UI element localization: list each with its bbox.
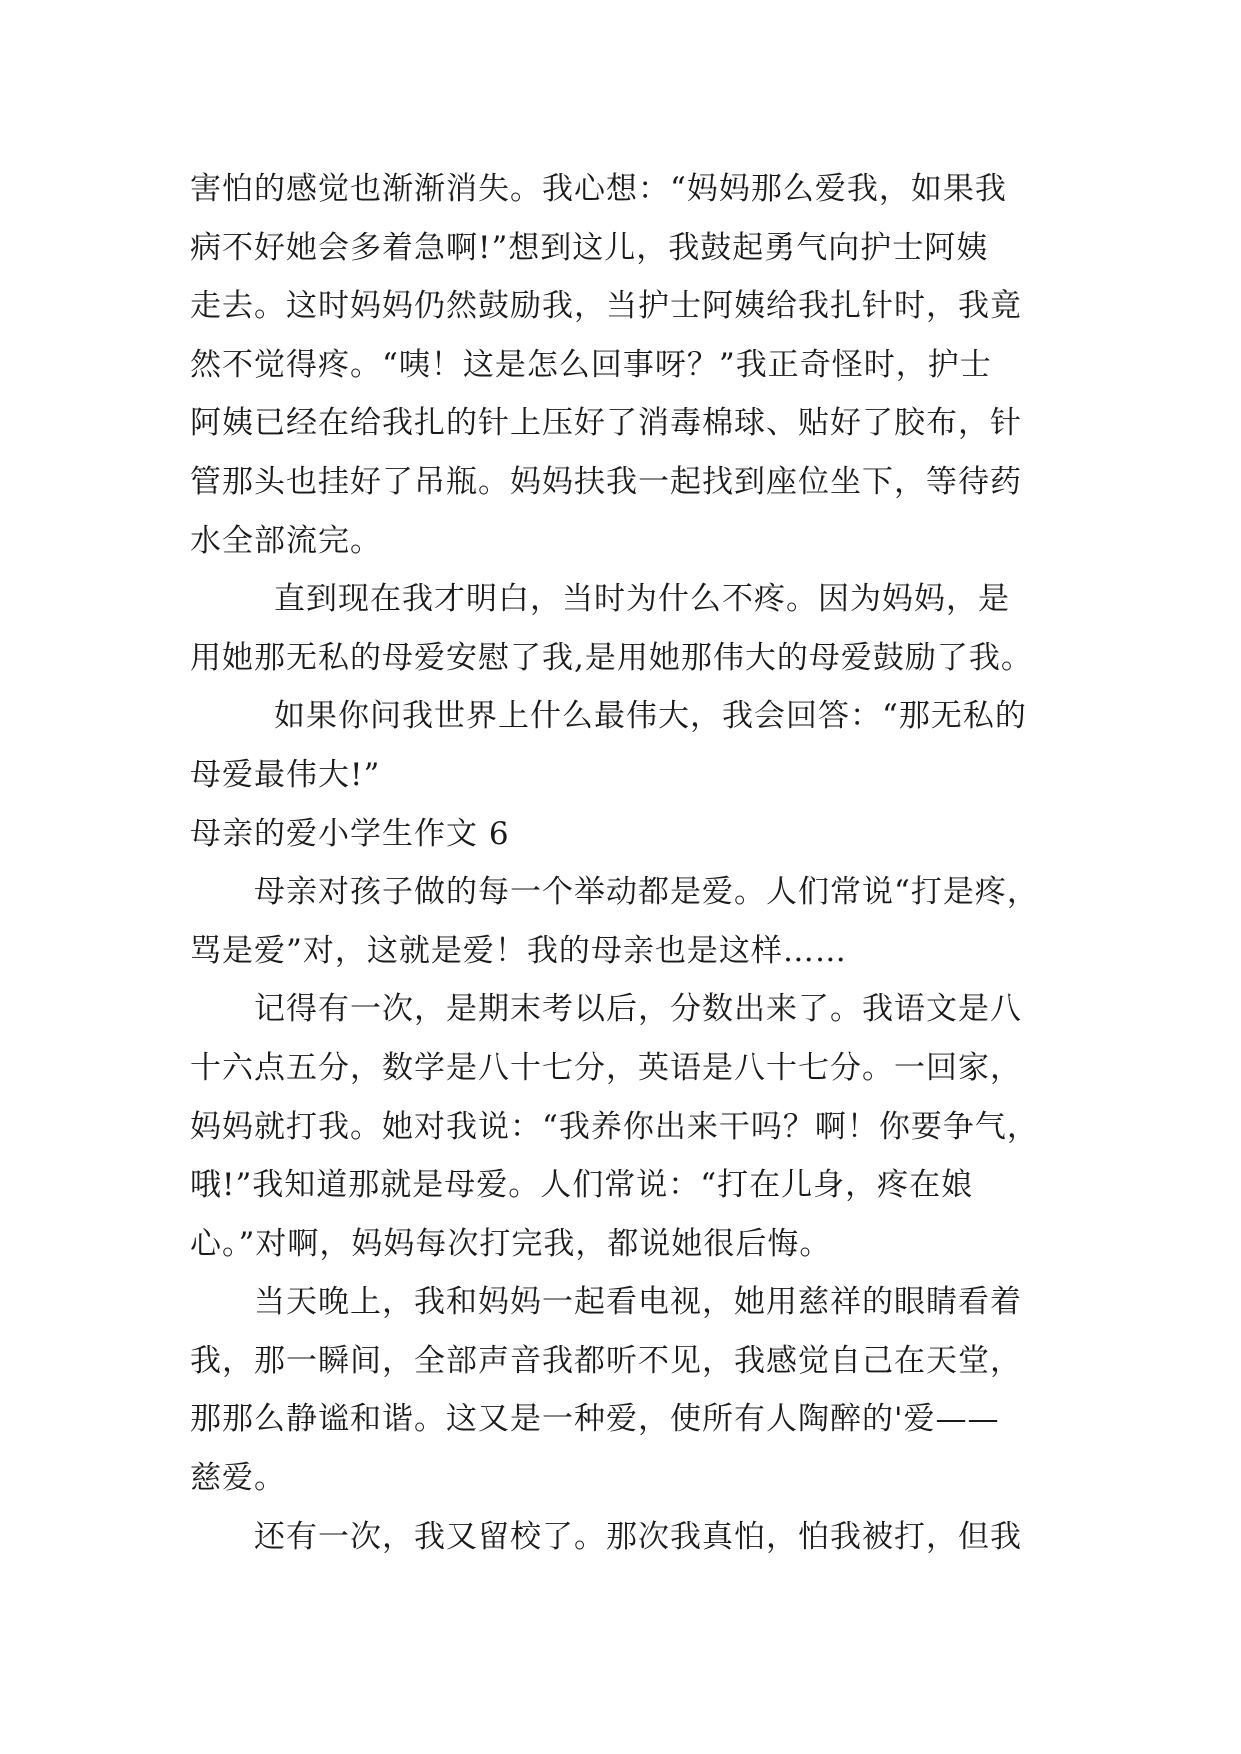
text-line: 管那头也挂好了吊瓶。妈妈扶我一起找到座位坐下，等待药 [190, 463, 1022, 500]
text-line: 记得有一次，是期末考以后，分数出来了。我语文是八 [254, 991, 1022, 1028]
text-line: 害怕的感觉也渐渐消失。我心想：“妈妈那么爱我，如果我 [190, 171, 1007, 207]
section-title: 母亲的爱小学生作文 6 [190, 815, 510, 852]
text-line: 当天晚上，我和妈妈一起看电视，她用慈祥的眼睛看着 [254, 1284, 1022, 1321]
text-line: 水全部流完。 [190, 522, 382, 559]
paragraph-exam-story [190, 980, 1050, 1273]
text-line: 妈妈就打我。她对我说：“我养你出来干吗？啊！你要争气， [190, 1108, 1039, 1145]
text-line: 哦!”我知道那就是母爱。人们常说：“打在儿身，疼在娘 [190, 1167, 974, 1204]
text-line: 那那么静谧和谐。这又是一种爱，使所有人陶醉的'爱—— [190, 1401, 1000, 1438]
text-line: 骂是爱”对，这就是爱！我的母亲也是这样…… [190, 932, 847, 969]
text-line: 慈爱。 [190, 1460, 286, 1497]
text-line: 母亲对孩子做的每一个举动都是爱。人们常说“打是疼， [254, 874, 1039, 911]
text-line: 母爱最伟大!” [190, 756, 381, 793]
paragraph-intro [190, 863, 1050, 980]
text-line: 还有一次，我又留校了。那次我真怕，怕我被打，但我 [254, 1518, 1022, 1555]
paragraph-conclusion [190, 687, 1050, 804]
text-line: 我，那一瞬间，全部声音我都听不见，我感觉自己在天堂， [190, 1342, 1022, 1379]
paragraph-detention [190, 1508, 1050, 1567]
text-line: 然不觉得疼。“咦！这是怎么回事呀？”我正奇怪时，护士 [190, 346, 992, 383]
paragraph-injection-story [190, 160, 1050, 570]
text-line: 走去。这时妈妈仍然鼓励我，当护士阿姨给我扎针时，我竟 [190, 288, 1022, 325]
text-line: 直到现在我才明白，当时为什么不疼。因为妈妈，是 [274, 581, 1010, 618]
text-line: 十六点五分，数学是八十七分，英语是八十七分。一回家， [190, 1049, 1022, 1086]
text-line: 用她那无私的母爱安慰了我,是用她那伟大的母爱鼓励了我。 [190, 639, 1033, 676]
paragraph-realization [190, 570, 1050, 687]
text-line: 如果你问我世界上什么最伟大，我会回答：“那无私的 [274, 698, 1027, 735]
text-line: 阿姨已经在给我扎的针上压好了消毒棉球、贴好了胶布，针 [190, 405, 1022, 442]
paragraph-tv-evening [190, 1273, 1050, 1507]
text-line: 心。”对啊，妈妈每次打完我，都说她很后悔。 [190, 1225, 832, 1262]
text-line: 病不好她会多着急啊!”想到这儿，我鼓起勇气向护士阿姨 [190, 229, 989, 266]
essay-body [190, 160, 1050, 1566]
